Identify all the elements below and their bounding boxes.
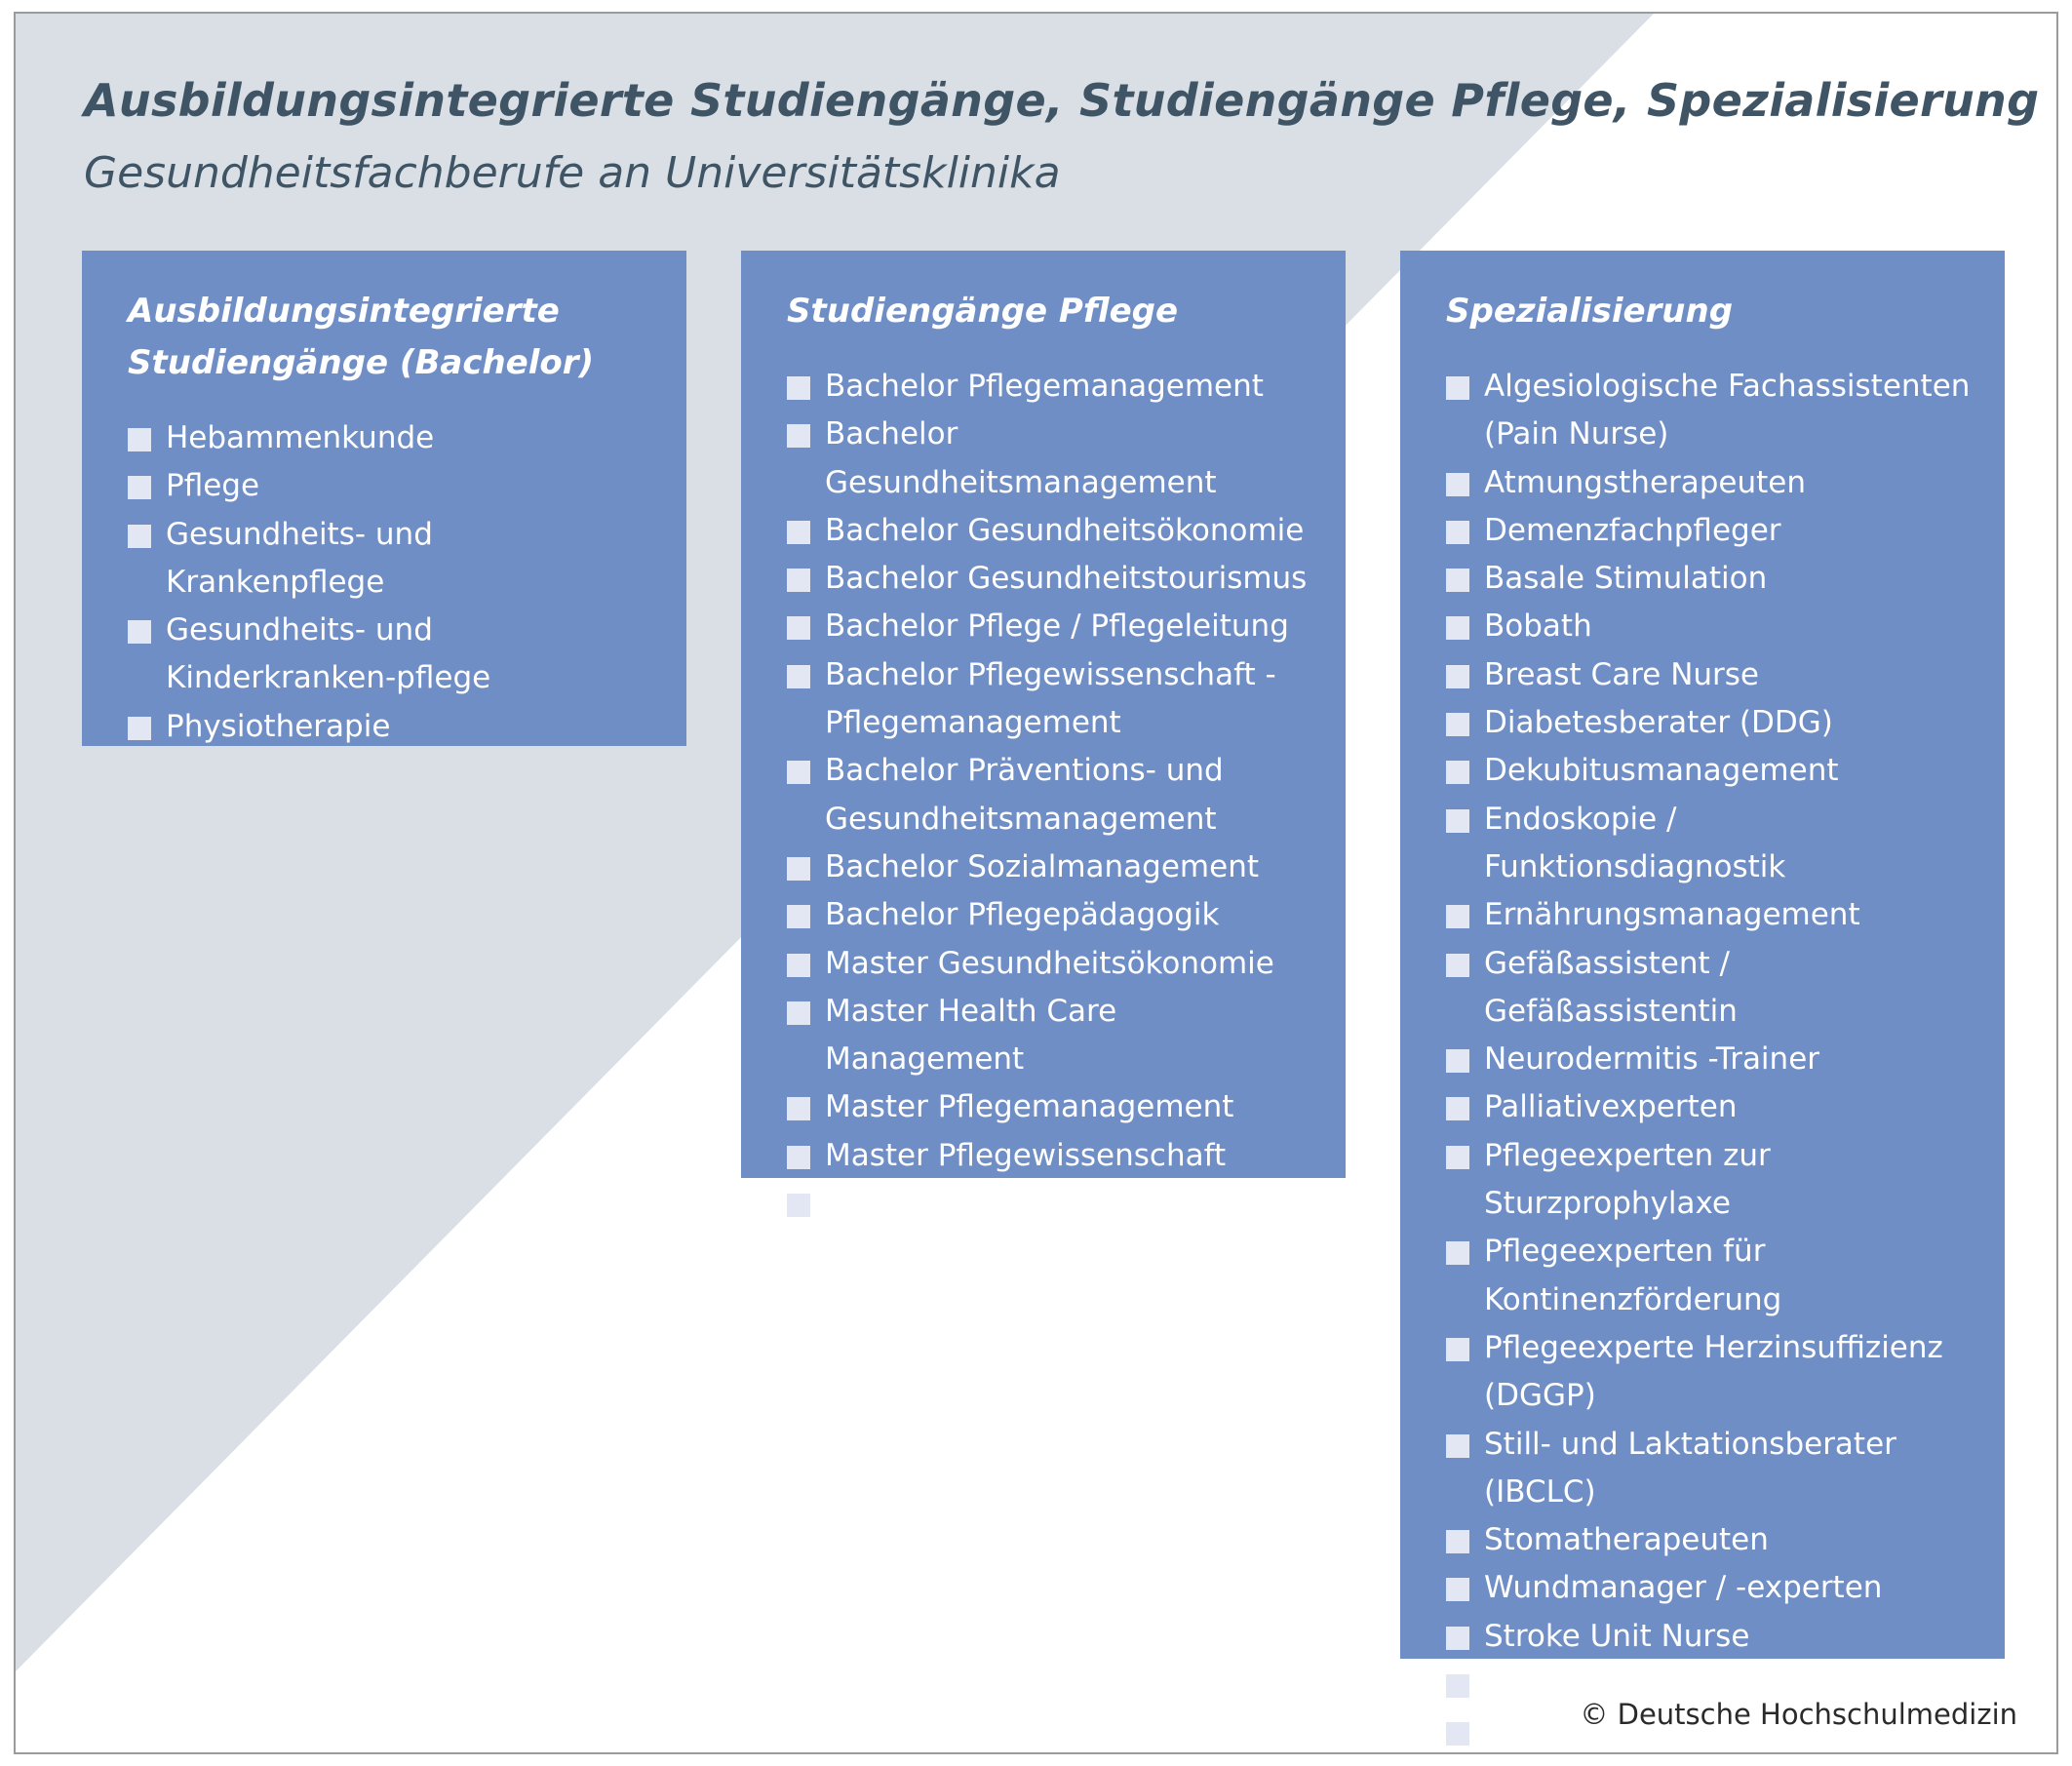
list-item-label: Pflegeexperten für Kontinenzförderung — [1484, 1234, 1782, 1317]
list-item-label: Pflegeexperten zur Sturzprophylaxe — [1484, 1137, 1771, 1222]
square-bullet-icon — [787, 376, 810, 400]
list-item — [1446, 796, 1979, 892]
square-bullet-icon — [128, 620, 151, 644]
list-item-label: Neurodermitis -Trainer — [1484, 1041, 1820, 1078]
list-item-label: Basale Stimulation — [1484, 561, 1768, 597]
list-item-label: Bobath — [1484, 608, 1592, 645]
list-item — [128, 462, 661, 510]
list-item — [787, 411, 1320, 507]
square-bullet-icon — [787, 424, 810, 448]
list-item-label: Gesundheits- und Kinderkranken-pflege — [166, 612, 491, 696]
square-bullet-icon — [1446, 376, 1469, 400]
square-bullet-icon — [1446, 1578, 1469, 1601]
copyright-notice: © Deutsche Hochschulmedizin — [1580, 1698, 2017, 1731]
list-item-label: Atmungstherapeuten — [1484, 464, 1807, 500]
square-bullet-icon — [787, 1194, 810, 1217]
square-bullet-icon — [1446, 665, 1469, 688]
list-item — [787, 1180, 1320, 1228]
square-bullet-icon — [787, 616, 810, 640]
list-item — [1446, 555, 1979, 603]
square-bullet-icon — [1446, 1241, 1469, 1265]
list-item-label: Stomatherapeuten — [1484, 1522, 1769, 1558]
list-item-label: Gefäßassistent / Gefäßassistentin — [1484, 945, 1738, 1029]
list-item — [1446, 507, 1979, 555]
square-bullet-icon — [1446, 569, 1469, 592]
list-item — [1446, 1324, 1979, 1421]
square-bullet-icon — [1446, 1338, 1469, 1361]
square-bullet-icon — [1446, 1097, 1469, 1120]
list-item-label: Bachelor Präventions- und Gesundheitsmanagement — [825, 753, 1224, 837]
list-item-label: Breast Care Nurse — [1484, 656, 1759, 692]
panel-title: Spezialisierung — [1446, 292, 1734, 331]
list-item-label: Master Health Care Management — [825, 993, 1117, 1078]
square-bullet-icon — [1446, 1530, 1469, 1553]
square-bullet-icon — [128, 717, 151, 740]
list-item — [128, 511, 661, 608]
list-item — [128, 607, 661, 703]
list-item-label: Master Pflegemanagement — [825, 1089, 1234, 1125]
list-item-label: Master Gesundheitsökonomie — [825, 945, 1274, 981]
list-item — [1446, 891, 1979, 939]
list-item-label: Pflegeexperte Herzinsuffizienz (DGGP) — [1484, 1329, 1943, 1414]
square-bullet-icon — [1446, 761, 1469, 784]
list-item — [787, 891, 1320, 939]
list-item-label: Bachelor Gesundheitstourismus — [825, 561, 1308, 597]
item-list — [128, 414, 661, 751]
square-bullet-icon — [128, 525, 151, 548]
panel-title: Ausbildungsintegrierte Studiengänge (Bachelor) — [128, 292, 595, 382]
square-bullet-icon — [1446, 1049, 1469, 1073]
list-item — [787, 555, 1320, 603]
square-bullet-icon — [1446, 1722, 1469, 1746]
square-bullet-icon — [787, 665, 810, 688]
item-list — [1446, 363, 1979, 1754]
square-bullet-icon — [1446, 521, 1469, 544]
square-bullet-icon — [128, 476, 151, 499]
panel-ausbildungsintegrierte-studiengaenge — [82, 251, 686, 746]
list-item-label: Bachelor Pflege / Pflegeleitung — [825, 608, 1289, 645]
list-item — [787, 363, 1320, 411]
list-item — [787, 603, 1320, 650]
list-item-label: Palliativexperten — [1484, 1089, 1738, 1125]
square-bullet-icon — [787, 761, 810, 784]
list-item-label: Wundmanager / -experten — [1484, 1570, 1883, 1606]
list-item-label: Bachelor Sozialmanagement — [825, 848, 1260, 884]
square-bullet-icon — [787, 1001, 810, 1025]
list-item — [128, 414, 661, 462]
list-item-label: Bachelor Pflegepädagogik — [825, 897, 1220, 933]
diagram-frame — [14, 12, 2058, 1754]
list-item — [787, 651, 1320, 748]
square-bullet-icon — [1446, 809, 1469, 833]
square-bullet-icon — [787, 857, 810, 881]
list-item — [1446, 363, 1979, 459]
list-item-label: Still- und Laktationsberater (IBCLC) — [1484, 1426, 1896, 1510]
list-item — [1446, 459, 1979, 507]
list-item — [787, 507, 1320, 555]
list-item — [1446, 1613, 1979, 1661]
list-item-label: Dekubitusmanagement — [1484, 753, 1839, 789]
list-item — [128, 703, 661, 751]
list-item-label: Physiotherapie — [166, 708, 391, 744]
list-item — [787, 747, 1320, 844]
list-item — [1446, 1516, 1979, 1564]
list-item-label: Pflege — [166, 468, 260, 504]
square-bullet-icon — [1446, 713, 1469, 736]
square-bullet-icon — [1446, 905, 1469, 928]
square-bullet-icon — [128, 428, 151, 451]
square-bullet-icon — [1446, 1627, 1469, 1650]
list-item — [787, 988, 1320, 1084]
list-item — [1446, 651, 1979, 699]
square-bullet-icon — [787, 521, 810, 544]
list-item — [1446, 1564, 1979, 1612]
list-item-label: Bachelor Pflegemanagement — [825, 369, 1264, 404]
square-bullet-icon — [1446, 1146, 1469, 1169]
panel-title: Studiengänge Pflege — [787, 292, 1179, 331]
square-bullet-icon — [787, 905, 810, 928]
square-bullet-icon — [787, 1097, 810, 1120]
list-item — [1446, 1421, 1979, 1517]
list-item-label: Master Pflegepädagogik — [825, 1186, 1190, 1222]
panel-studiengaenge-pflege — [741, 251, 1346, 1222]
square-bullet-icon — [1446, 473, 1469, 496]
list-item-label: Ernährungsmanagement — [1484, 897, 1860, 933]
list-item — [787, 1083, 1320, 1131]
square-bullet-icon — [1446, 616, 1469, 640]
page-title: Ausbildungsintegrierte Studiengänge, Studiengänge Pflege, Spezialisierung — [84, 74, 2040, 127]
list-item-label: Bachelor Gesundheitsmanagement — [825, 416, 1217, 500]
list-item-label: Stroke Unit Nurse — [1484, 1618, 1750, 1654]
square-bullet-icon — [1446, 1434, 1469, 1458]
list-item — [1446, 1132, 1979, 1229]
square-bullet-icon — [1446, 954, 1469, 977]
list-item — [1446, 1083, 1979, 1131]
list-item — [1446, 747, 1979, 795]
square-bullet-icon — [787, 569, 810, 592]
list-item-label: Demenzfachpfleger — [1484, 512, 1781, 548]
list-item-label: Bachelor Pflegewissenschaft - Pflegemanagement — [825, 656, 1276, 741]
list-item — [1446, 940, 1979, 1037]
page-subtitle: Gesundheitsfachberufe an Universitätsklinika — [84, 148, 1061, 198]
list-item — [787, 940, 1320, 988]
list-item — [1446, 1228, 1979, 1324]
list-item-label: Bachelor Gesundheitsökonomie — [825, 512, 1305, 548]
square-bullet-icon — [1446, 1674, 1469, 1698]
square-bullet-icon — [787, 954, 810, 977]
list-item — [1446, 1036, 1979, 1083]
list-item-label: Endoskopie / Funktionsdiagnostik — [1484, 801, 1786, 884]
list-item-label: Gesundheits- und Krankenpflege — [166, 516, 433, 600]
item-list — [787, 363, 1320, 1228]
list-item-label: MS-Nurse — [1484, 1667, 1629, 1703]
list-item — [1446, 699, 1979, 747]
square-bullet-icon — [787, 1146, 810, 1169]
list-item — [787, 1132, 1320, 1180]
list-item — [1446, 603, 1979, 650]
list-item-label: Diabetesberater (DDG) — [1484, 705, 1833, 741]
list-item-label: Master Pflegewissenschaft — [825, 1137, 1227, 1173]
list-item-label: Hebammenkunde — [166, 420, 435, 455]
list-item-label: Algesiologische Fachassistenten (Pain Nurse) — [1484, 369, 1971, 452]
list-item — [787, 844, 1320, 891]
list-item-label: Parkinson-Nurse — [1484, 1714, 1731, 1750]
